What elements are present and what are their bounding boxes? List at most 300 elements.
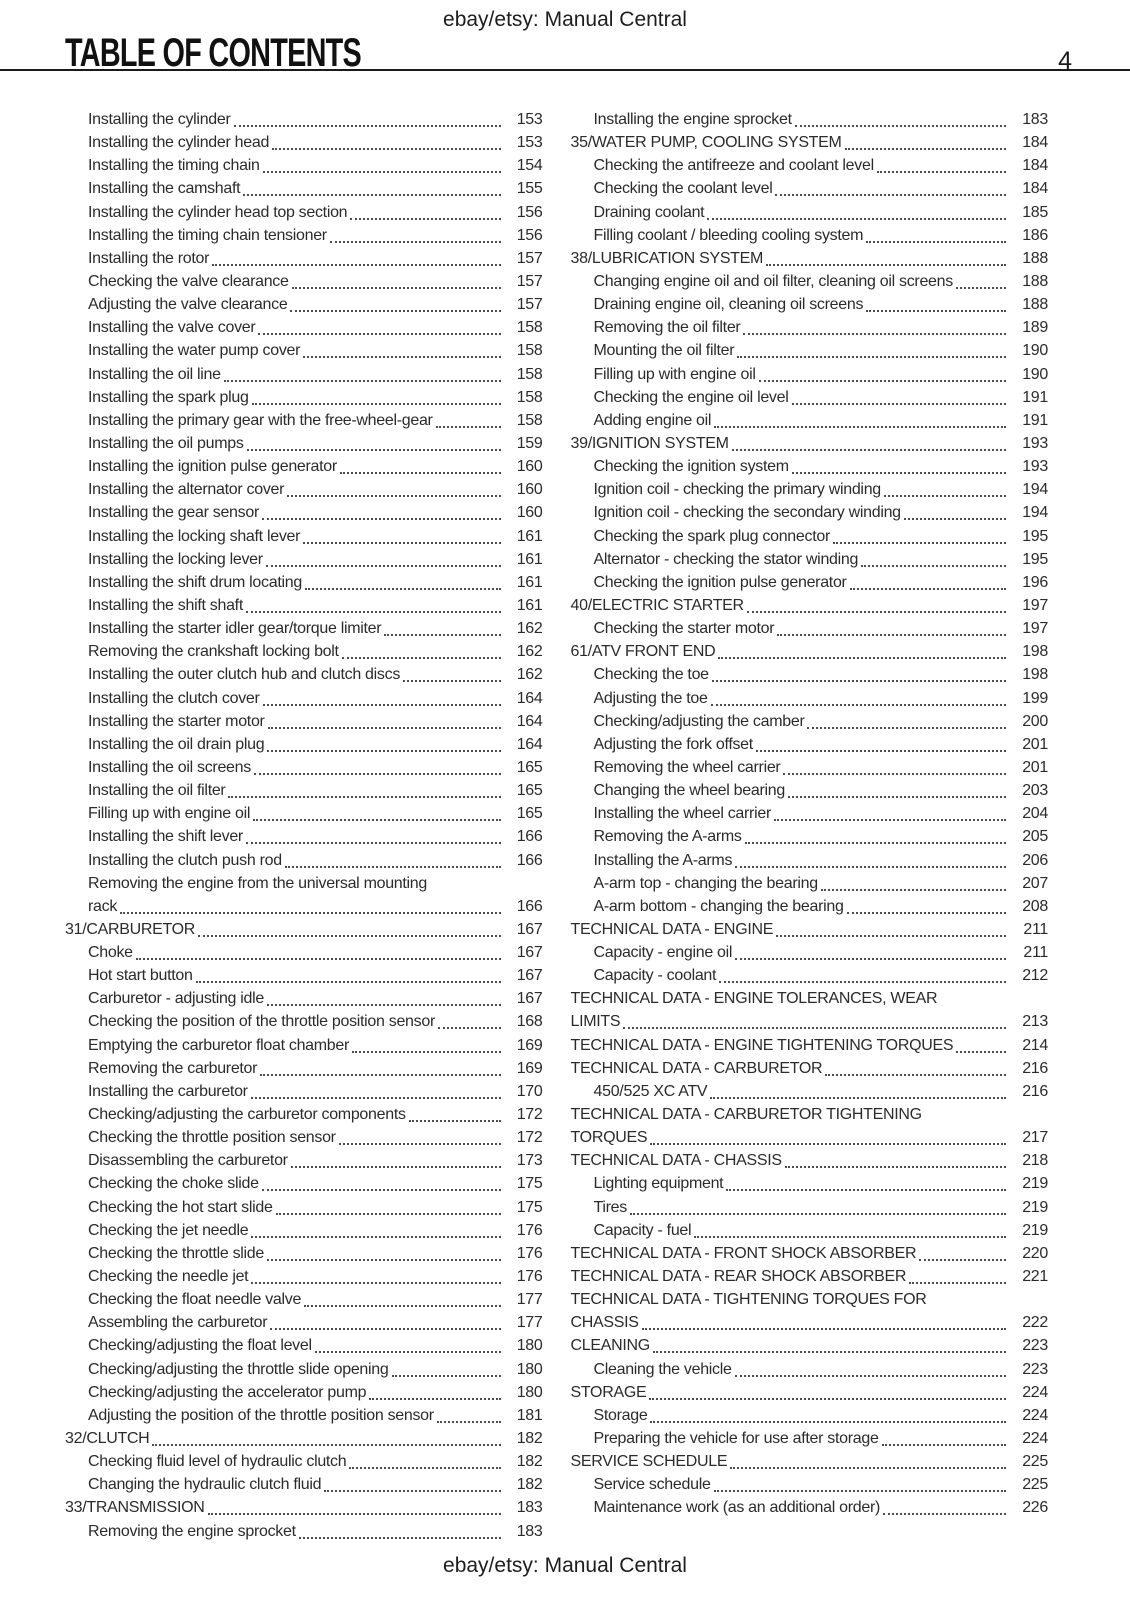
toc-entry-page: 164 <box>516 712 543 730</box>
toc-entry-label: Checking the needle jet <box>88 1268 249 1286</box>
toc-entry <box>571 1474 1049 1497</box>
toc-entry-label: Installing the primary gear with the free-wheel-gear <box>88 411 433 429</box>
toc-leader-dots <box>324 1474 500 1492</box>
toc-entry-page: 190 <box>1022 365 1048 383</box>
toc-leader-dots <box>292 271 501 289</box>
toc-entry <box>65 803 543 826</box>
toc-entry-label: Installing the shift shaft <box>88 596 243 614</box>
toc-entry-page: 169 <box>516 1059 543 1077</box>
toc-entry-label: Checking the throttle position sensor <box>88 1129 336 1147</box>
toc-leader-dots <box>254 757 501 775</box>
toc-entry-page: 201 <box>1022 735 1048 753</box>
toc-leader-dots <box>272 132 500 150</box>
toc-entry-label: Checking the antifreeze and coolant level <box>593 157 874 175</box>
toc-entry <box>571 826 1049 849</box>
toc-entry-label: 32/CLUTCH <box>65 1430 150 1448</box>
toc-entry <box>65 1127 543 1150</box>
toc-entry-page: 211 <box>1023 920 1048 938</box>
toc-entry-label: Disassembling the carburetor <box>88 1152 288 1170</box>
toc-entry <box>571 1405 1049 1428</box>
toc-leader-dots <box>726 1173 1006 1191</box>
toc-entry-label: Checking the position of the throttle position sensor <box>88 1013 435 1031</box>
toc-entry-page: 176 <box>516 1244 543 1262</box>
toc-entry-page: 196 <box>1022 573 1048 591</box>
toc-entry-page: 157 <box>516 296 543 314</box>
toc-entry <box>65 1497 543 1520</box>
toc-entry-label: Alternator - checking the stator winding <box>593 550 859 568</box>
toc-entry-label: Checking the toe <box>593 666 709 684</box>
toc-entry-page: 224 <box>1022 1383 1048 1401</box>
toc-entry-label: Checking the spark plug connector <box>593 527 830 545</box>
toc-leader-dots <box>850 572 1006 590</box>
toc-entry-page: 172 <box>516 1106 543 1124</box>
toc-entry <box>65 317 543 340</box>
toc-entry <box>65 965 543 988</box>
toc-leader-dots <box>792 456 1006 474</box>
toc-leader-dots <box>919 1243 1006 1261</box>
toc-leader-dots <box>956 1035 1006 1053</box>
toc-entry-label: Installing the timing chain tensioner <box>88 226 327 244</box>
toc-entry-page: 167 <box>516 944 543 962</box>
toc-entry-page: 213 <box>1022 1013 1048 1031</box>
toc-entry <box>65 1382 543 1405</box>
toc-entry-label: Installing the clutch cover <box>88 689 260 707</box>
toc-entry <box>571 1428 1049 1451</box>
toc-entry-page: 216 <box>1022 1059 1048 1077</box>
toc-leader-dots <box>735 1359 1006 1377</box>
toc-entry-label: Emptying the carburetor float chamber <box>88 1036 350 1054</box>
toc-leader-dots <box>623 1011 1006 1029</box>
toc-entry-page: 166 <box>516 851 543 869</box>
toc-leader-dots <box>877 155 1006 173</box>
toc-entry-page: 157 <box>516 272 543 290</box>
toc-leader-dots <box>330 225 501 243</box>
toc-entry-label: Checking the engine oil level <box>593 388 789 406</box>
toc-leader-dots <box>228 780 500 798</box>
toc-entry-label: Installing the locking lever <box>88 550 263 568</box>
toc-columns <box>0 71 1130 1544</box>
toc-leader-dots <box>352 1035 500 1053</box>
toc-leader-dots <box>251 1220 500 1238</box>
toc-entry <box>571 942 1049 965</box>
toc-leader-dots <box>263 155 501 173</box>
toc-entry-page: 224 <box>1022 1430 1048 1448</box>
toc-entry <box>65 1266 543 1289</box>
toc-entry-page: 226 <box>1022 1499 1048 1517</box>
toc-entry-label: Installing the wheel carrier <box>593 805 771 823</box>
toc-entry-label: TECHNICAL DATA - FRONT SHOCK ABSORBER <box>570 1244 917 1262</box>
toc-entry-label: Adding engine oil <box>593 411 712 429</box>
toc-leader-dots <box>710 1081 1006 1099</box>
toc-leader-dots <box>795 109 1006 127</box>
toc-entry <box>571 1451 1049 1474</box>
toc-entry-label: Ignition coil - checking the primary winding <box>593 481 881 499</box>
toc-entry <box>65 456 543 479</box>
toc-entry-page: 186 <box>1022 226 1048 244</box>
toc-entry-label: Carburetor - adjusting idle <box>88 990 264 1008</box>
toc-entry-page: 195 <box>1022 527 1048 545</box>
toc-entry <box>65 132 543 155</box>
toc-leader-dots <box>737 340 1006 358</box>
toc-leader-dots <box>821 873 1006 891</box>
toc-entry-label: Checking the float needle valve <box>88 1291 302 1309</box>
toc-entry-label: A-arm bottom - changing the bearing <box>593 897 844 915</box>
toc-entry-page: 201 <box>1022 758 1048 776</box>
toc-entry-page: 173 <box>516 1152 543 1170</box>
toc-leader-dots <box>262 1173 501 1191</box>
toc-entry-page: 172 <box>516 1129 543 1147</box>
toc-entry-page: 216 <box>1022 1082 1048 1100</box>
toc-entry-label: Installing the shift lever <box>88 828 243 846</box>
toc-entry <box>65 1428 543 1451</box>
toc-leader-dots <box>642 1312 1006 1330</box>
toc-entry <box>65 757 543 780</box>
toc-entry-page: 158 <box>516 365 543 383</box>
toc-entry <box>65 826 543 849</box>
toc-entry-page: 205 <box>1022 828 1048 846</box>
toc-entry <box>65 340 543 363</box>
toc-entry-label: Installing the cylinder head <box>88 134 270 152</box>
toc-leader-dots <box>276 1197 501 1215</box>
toc-entry <box>571 317 1049 340</box>
toc-leader-dots <box>120 896 500 914</box>
toc-entry-label: Mounting the oil filter <box>593 342 735 360</box>
toc-entry <box>65 1474 543 1497</box>
toc-entry-page: 176 <box>516 1221 543 1239</box>
toc-entry <box>571 502 1049 525</box>
toc-entry <box>571 1173 1049 1196</box>
toc-leader-dots <box>775 178 1006 196</box>
toc-entry-label: TECHNICAL DATA - ENGINE <box>570 920 774 938</box>
toc-entry-label: Storage <box>593 1406 648 1424</box>
toc-leader-dots <box>884 479 1006 497</box>
toc-entry <box>571 271 1049 294</box>
toc-leader-dots <box>243 178 500 196</box>
toc-entry-label: Installing the camshaft <box>88 180 241 198</box>
toc-entry <box>571 641 1049 664</box>
toc-entry-page: 164 <box>516 689 543 707</box>
toc-entry-label: Removing the A-arms <box>593 828 742 846</box>
toc-entry-label: Removing the crankshaft locking bolt <box>88 643 339 661</box>
toc-entry-page: 220 <box>1022 1244 1048 1262</box>
toc-entry <box>571 618 1049 641</box>
toc-entry-page: 180 <box>516 1360 543 1378</box>
toc-entry-page: 218 <box>1022 1152 1048 1170</box>
toc-entry <box>571 1289 1049 1312</box>
toc-leader-dots <box>252 387 501 405</box>
toc-leader-dots <box>783 757 1006 775</box>
toc-entry <box>65 479 543 502</box>
toc-entry <box>571 155 1049 178</box>
toc-entry <box>65 780 543 803</box>
toc-leader-dots <box>342 641 501 659</box>
toc-entry-page: 166 <box>516 828 543 846</box>
toc-leader-dots <box>438 1011 501 1029</box>
toc-entry-label: 61/ATV FRONT END <box>570 643 716 661</box>
toc-entry <box>65 664 543 687</box>
toc-leader-dots <box>707 202 1006 220</box>
toc-entry-page: 153 <box>516 111 543 128</box>
toc-entry <box>65 410 543 433</box>
toc-entry <box>65 1312 543 1335</box>
toc-entry <box>571 873 1049 896</box>
toc-leader-dots <box>437 1405 501 1423</box>
toc-entry-page: 191 <box>1022 388 1048 406</box>
toc-entry-label: Changing engine oil and oil filter, cleaning oil screens <box>593 272 953 290</box>
toc-leader-dots <box>956 271 1006 289</box>
toc-entry <box>65 618 543 641</box>
toc-entry-label: Adjusting the position of the throttle position sensor <box>88 1406 434 1424</box>
toc-entry <box>571 340 1049 363</box>
toc-entry <box>571 479 1049 502</box>
toc-entry <box>571 711 1049 734</box>
toc-entry-page: 177 <box>516 1314 543 1332</box>
toc-entry-page: 223 <box>1022 1337 1048 1355</box>
toc-entry-page: 199 <box>1022 689 1048 707</box>
toc-entry <box>65 572 543 595</box>
toc-entry-page: 222 <box>1022 1314 1048 1332</box>
toc-leader-dots <box>719 965 1006 983</box>
toc-entry-page: 181 <box>516 1406 543 1424</box>
toc-leader-dots <box>866 294 1006 312</box>
toc-entry-page: 189 <box>1022 319 1048 337</box>
toc-entry <box>571 803 1049 826</box>
toc-entry <box>571 1058 1049 1081</box>
toc-entry <box>65 1035 543 1058</box>
toc-entry-label: Installing the oil screens <box>88 758 251 776</box>
toc-entry-page: 190 <box>1022 342 1048 360</box>
toc-entry <box>65 988 543 1011</box>
toc-entry <box>65 711 543 734</box>
toc-entry-label: Installing the A-arms <box>593 851 733 869</box>
toc-leader-dots <box>290 294 500 312</box>
toc-entry-page: 217 <box>1022 1129 1048 1147</box>
toc-entry <box>571 549 1049 572</box>
toc-entry <box>65 1220 543 1243</box>
toc-entry <box>65 225 543 248</box>
toc-entry-page: 225 <box>1022 1476 1048 1494</box>
toc-entry-page: 177 <box>516 1291 543 1309</box>
toc-entry-label: Checking the starter motor <box>593 620 775 638</box>
toc-entry-page: 160 <box>516 481 543 499</box>
toc-leader-dots <box>847 896 1006 914</box>
toc-entry <box>65 595 543 618</box>
toc-entry-label: TORQUES <box>570 1129 648 1147</box>
toc-entry-page: 162 <box>516 666 543 684</box>
toc-entry <box>65 178 543 201</box>
toc-entry <box>571 850 1049 873</box>
toc-leader-dots <box>234 109 501 127</box>
toc-entry-page: 204 <box>1022 805 1048 823</box>
toc-entry-page: 162 <box>516 643 543 661</box>
toc-leader-dots <box>777 618 1006 636</box>
toc-leader-dots <box>268 711 501 729</box>
toc-entry-page: 156 <box>516 203 543 221</box>
toc-entry <box>65 248 543 271</box>
toc-entry <box>571 178 1049 201</box>
toc-leader-dots <box>303 526 500 544</box>
toc-entry-label: Tires <box>593 1198 627 1216</box>
toc-leader-dots <box>270 1312 500 1330</box>
toc-entry-label: Checking the coolant level <box>593 180 773 198</box>
toc-leader-dots <box>208 1497 501 1515</box>
toc-entry <box>65 364 543 387</box>
toc-entry-page: 154 <box>516 157 543 175</box>
toc-leader-dots <box>630 1197 1006 1215</box>
toc-entry-page: 182 <box>516 1453 543 1471</box>
toc-leader-dots <box>774 803 1006 821</box>
toc-entry-label: Draining engine oil, cleaning oil screens <box>593 296 864 314</box>
toc-entry-label: Installing the timing chain <box>88 157 260 175</box>
toc-entry-page: 198 <box>1022 666 1048 684</box>
toc-entry <box>65 1197 543 1220</box>
toc-leader-dots <box>883 1497 1006 1515</box>
toc-entry-page: 158 <box>516 411 543 429</box>
toc-entry-page: 219 <box>1022 1221 1048 1239</box>
toc-entry-page: 157 <box>516 249 543 267</box>
toc-entry-label: Removing the engine sprocket <box>88 1522 296 1540</box>
toc-leader-dots <box>653 1335 1006 1353</box>
toc-entry <box>65 109 543 132</box>
toc-entry-label: Hot start button <box>88 967 193 985</box>
toc-entry-label: Capacity - coolant <box>593 967 717 985</box>
toc-entry-page: 193 <box>1022 458 1048 476</box>
toc-entry <box>571 1497 1049 1520</box>
toc-leader-dots <box>303 340 500 358</box>
toc-entry-label: Checking the hot start slide <box>88 1198 273 1216</box>
toc-entry-page: 161 <box>516 527 543 545</box>
toc-entry <box>571 202 1049 225</box>
toc-entry-label: 39/IGNITION SYSTEM <box>570 434 729 452</box>
toc-entry <box>571 572 1049 595</box>
toc-entry <box>65 387 543 410</box>
toc-entry-page: 159 <box>516 434 543 452</box>
toc-right-column <box>571 109 1049 1544</box>
toc-entry-label: Installing the oil drain plug <box>88 735 265 753</box>
toc-entry-label: Installing the spark plug <box>88 388 249 406</box>
toc-entry <box>571 1150 1049 1173</box>
toc-entry-page: 161 <box>516 596 543 614</box>
toc-entry-page: 165 <box>516 805 543 823</box>
toc-entry-page: 223 <box>1022 1360 1048 1378</box>
toc-entry-label: Assembling the carburetor <box>88 1314 268 1332</box>
toc-entry-page: 188 <box>1022 249 1048 267</box>
toc-entry-page: 158 <box>516 388 543 406</box>
toc-entry <box>65 155 543 178</box>
toc-entry-page: 183 <box>516 1522 543 1540</box>
toc-entry <box>571 965 1049 988</box>
toc-entry-label: Ignition coil - checking the secondary winding <box>593 504 901 522</box>
toc-entry <box>65 549 543 572</box>
toc-entry-page: 167 <box>516 920 543 938</box>
toc-entry <box>65 502 543 525</box>
toc-entry-label: Installing the oil pumps <box>88 434 244 452</box>
toc-leader-dots <box>299 1521 501 1539</box>
toc-entry-label: Checking the jet needle <box>88 1221 249 1239</box>
toc-leader-dots <box>807 711 1006 729</box>
toc-entry-page: 175 <box>516 1175 543 1193</box>
title-bar <box>0 29 1130 75</box>
toc-entry-page: 160 <box>516 504 543 522</box>
toc-entry-label: Checking/adjusting the accelerator pump <box>88 1383 367 1401</box>
toc-entry-label: Checking/adjusting the camber <box>593 712 805 730</box>
toc-left-column <box>65 109 543 1544</box>
toc-entry-page: 214 <box>1022 1036 1048 1054</box>
toc-entry-page: 166 <box>516 897 543 915</box>
toc-entry-page: 155 <box>516 180 543 198</box>
toc-leader-dots <box>198 919 500 937</box>
toc-entry-label: Removing the engine from the universal mounting <box>88 874 427 892</box>
toc-entry-label: Removing the wheel carrier <box>593 758 781 776</box>
toc-entry <box>571 780 1049 803</box>
toc-entry-label: A-arm top - changing the bearing <box>593 874 818 892</box>
toc-entry-page: 208 <box>1022 897 1048 915</box>
toc-leader-dots <box>714 410 1006 428</box>
page-title: TABLE OF CONTENTS <box>65 31 362 75</box>
toc-entry-page: 160 <box>516 458 543 476</box>
toc-entry-label: Filling up with engine oil <box>593 365 756 383</box>
toc-entry <box>65 1150 543 1173</box>
toc-entry-label: Installing the rotor <box>88 249 210 267</box>
toc-entry-label: Capacity - fuel <box>593 1221 692 1239</box>
toc-leader-dots <box>350 202 500 220</box>
toc-entry <box>571 1081 1049 1104</box>
toc-leader-dots <box>246 595 501 613</box>
toc-entry-page: 183 <box>1022 111 1048 128</box>
toc-entry-page: 194 <box>1022 481 1048 499</box>
toc-entry-label: Checking/adjusting the carburetor components <box>88 1106 406 1124</box>
toc-entry-label: TECHNICAL DATA - TIGHTENING TORQUES FOR <box>570 1291 927 1309</box>
toc-leader-dots <box>266 549 501 567</box>
toc-entry-label: Adjusting the valve clearance <box>88 296 288 314</box>
toc-leader-dots <box>735 942 1006 960</box>
toc-leader-dots <box>732 433 1006 451</box>
toc-entry-page: 161 <box>516 550 543 568</box>
toc-entry-page: 158 <box>516 319 543 337</box>
toc-entry-page: 162 <box>516 620 543 638</box>
toc-entry <box>65 271 543 294</box>
toc-leader-dots <box>196 965 501 983</box>
toc-leader-dots <box>650 1127 1006 1145</box>
toc-entry-page: 203 <box>1022 782 1048 800</box>
toc-leader-dots <box>650 1405 1006 1423</box>
toc-entry-page: 175 <box>516 1198 543 1216</box>
toc-entry-page: 211 <box>1023 944 1048 962</box>
toc-entry-label: CLEANING <box>570 1337 650 1355</box>
toc-entry-label: STORAGE <box>570 1383 647 1401</box>
toc-leader-dots <box>152 1428 500 1446</box>
toc-entry-label: Installing the cylinder head top section <box>88 203 348 221</box>
toc-entry <box>65 873 543 896</box>
toc-entry <box>65 919 543 942</box>
toc-entry <box>571 688 1049 711</box>
toc-entry-page: 184 <box>1022 134 1048 152</box>
toc-entry <box>571 364 1049 387</box>
toc-entry-page: 169 <box>516 1036 543 1054</box>
toc-entry-label: Installing the ignition pulse generator <box>88 458 337 476</box>
toc-entry-label: Checking the ignition system <box>593 458 789 476</box>
toc-leader-dots <box>743 317 1006 335</box>
toc-entry <box>65 734 543 757</box>
toc-entry <box>65 688 543 711</box>
toc-entry <box>571 1359 1049 1382</box>
toc-entry-page: 225 <box>1022 1453 1048 1471</box>
toc-leader-dots <box>792 387 1007 405</box>
toc-entry-label: Draining coolant <box>593 203 705 221</box>
toc-leader-dots <box>369 1382 500 1400</box>
toc-entry <box>571 1035 1049 1058</box>
toc-leader-dots <box>747 595 1006 613</box>
